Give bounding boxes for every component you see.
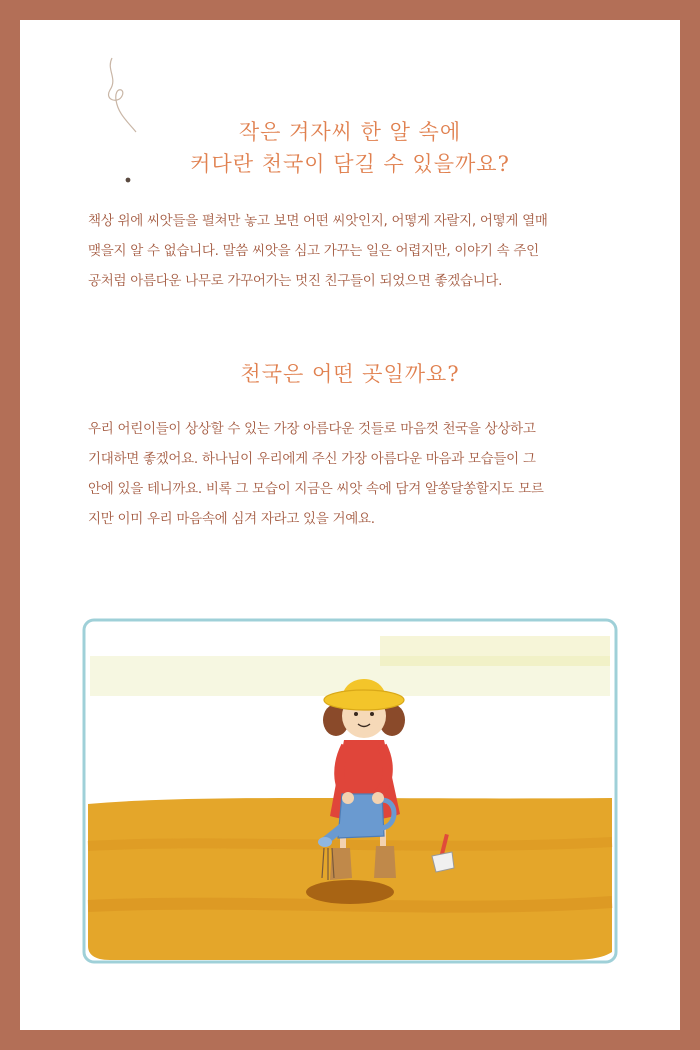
planting-hole (306, 880, 394, 904)
paragraph-line: 책상 위에 씨앗들을 펼쳐만 놓고 보면 어떤 씨앗인지, 어떻게 자랄지, 어떻게 열매 (88, 213, 548, 229)
section1-heading-line: 작은 겨자씨 한 알 속에 (238, 120, 462, 144)
paragraph-line: 맺을지 알 수 없습니다. 말씀 씨앗을 심고 가꾸는 일은 어렵지만, 이야기 속 주인 (88, 243, 539, 259)
paragraph-line: 안에 있을 테니까요. 비록 그 모습이 지금은 씨앗 속에 담겨 알쏭달쏭할지도 모르 (88, 481, 544, 497)
girl-watering-seed-illustration (80, 616, 620, 966)
section2-heading (20, 358, 680, 390)
paragraph-line: 공처럼 아름다운 나무로 가꾸어가는 멋진 친구들이 되었으면 좋겠습니다. (88, 273, 503, 289)
section1-heading (20, 116, 680, 180)
paragraph-line: 지만 이미 우리 마음속에 심겨 자라고 있을 거예요. (88, 511, 375, 527)
section1-paragraph (88, 206, 616, 296)
section2-paragraph (88, 414, 616, 534)
paragraph-line: 우리 어린이들이 상상할 수 있는 가장 아름다운 것들로 마음껏 천국을 상상하고 (88, 421, 536, 437)
section1-heading-line: 커다란 천국이 담길 수 있을까요? (190, 152, 510, 176)
sky-wash (380, 636, 610, 666)
hat-brim (324, 690, 404, 710)
boot (374, 846, 396, 878)
section2-heading-line: 천국은 어떤 곳일까요? (240, 362, 460, 386)
page-card (20, 20, 680, 1030)
paragraph-line: 기대하면 좋겠어요. 하나님이 우리에게 주신 가장 아름다운 마음과 모습들이 그 (88, 451, 536, 467)
